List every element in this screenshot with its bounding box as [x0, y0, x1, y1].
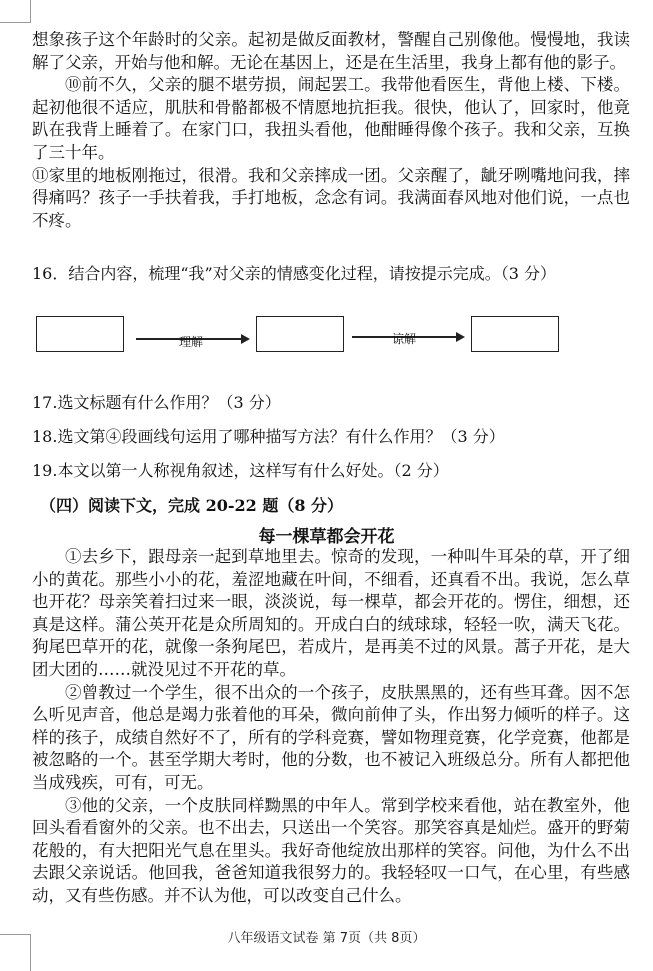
- article-paragraph: ②曾教过一个学生，很不出众的一个孩子，皮肤黑黑的，还有些耳聋。因不怎么听见声音，他总是竭力张着他的耳朵，微向前伸了头，作出努力倾听的样子。这样的孩子，成绩自然好不了，所有的学科竞赛，譬如物理竞赛，化学竞赛，他都是被忽略的一个。甚至学期大考时，他的分数，也不被记入班级总分。所有人都把他当成残疾，可有，可无。: [32, 682, 630, 792]
- story-paragraph: 想象孩子这个年龄时的父亲。起初是做反面教材，警醒自己别像他。慢慢地，我读解了父亲，开始与他和解。无论在基因上，还是在生活里，我身上都有他的影子。: [32, 30, 630, 72]
- flow-label-forgive: 谅解: [392, 332, 417, 346]
- crop-mark-top-left: [0, 0, 31, 23]
- question-18: 18.选文第④段画线句运用了哪种描写方法？有什么作用？（3 分）: [32, 427, 505, 446]
- question-17: 17.选文标题有什么作用？（3 分）: [32, 393, 281, 412]
- arrow-head-icon: [241, 334, 250, 344]
- article-paragraph: ③他的父亲，一个皮肤同样黝黑的中年人。常到学校来看他，站在教室外，他回头看看窗外的父亲。也不出去，只送出一个笑容。那笑容真是灿烂。盛开的野菊花般的，有大把阳光气息在里头。我好奇他绽放出那样的笑容。问他，为什么不出去跟父亲说话。他回我，爸爸知道我很努力的。我轻轻叹一口气，在心里，有些感动，又有些伤感。并不认为他，可以改变自己什么。: [32, 795, 630, 905]
- answer-box-2[interactable]: [256, 316, 344, 352]
- section-heading: （四）阅读下文，完成 20-22 题（8 分）: [40, 496, 344, 515]
- arrow-head-icon: [456, 332, 465, 342]
- answer-box-1[interactable]: [36, 316, 124, 352]
- article-title: 每一棵草都会开花: [258, 527, 395, 547]
- story-paragraph: ⑪家里的地板刚拖过，很滑。我和父亲摔成一团。父亲醒了，龇牙咧嘴地问我，摔得痛吗？孩子一手扶着我，手打地板，念念有词。我满面春风地对他们说，一点也不疼。: [32, 165, 630, 230]
- answer-box-3[interactable]: [471, 316, 559, 352]
- page-footer: 八年级语文试卷 第 7页（共 8页）: [227, 931, 426, 946]
- flow-label-understand: 理解: [179, 335, 204, 349]
- article-body: [32, 546, 630, 908]
- article-paragraph: ①去乡下，跟母亲一起到草地里去。惊奇的发现，一种叫牛耳朵的草，开了细小的黄花。那些小小的花，羞涩地藏在叶间，不细看，还真看不出。我说，怎么草也开花？母亲笑着扫过来一眼，淡淡说，每一棵草，都会开花的。愣住，细想，还真是这样。蒲公英开花是众所周知的。开成白白的绒球球，轻轻一吹，满天飞花。狗尾巴草开的花，就像一条狗尾巴，若成片，是再美不过的风景。蒿子开花，是大团大团的……就没见过不开花的草。: [32, 547, 630, 679]
- emotion-flowchart: [36, 316, 576, 360]
- question-19: 19.本文以第一人称视角叙述，这样写有什么好处。（2 分）: [32, 461, 449, 480]
- story-top: [32, 29, 630, 232]
- question-16: 16．结合内容，梳理“我”对父亲的情感变化过程，请按提示完成。（3 分）: [32, 264, 556, 283]
- story-paragraph: ⑩前不久，父亲的腿不堪劳损，闹起罢工。我带他看医生，背他上楼、下楼。起初他很不适应，肌肤和骨骼都极不情愿地抗拒我。很快，他认了，回家时，他竟趴在我背上睡着了。在家门口，我扭头看他，他酣睡得像个孩子。我和父亲，互换了三十年。: [32, 75, 630, 162]
